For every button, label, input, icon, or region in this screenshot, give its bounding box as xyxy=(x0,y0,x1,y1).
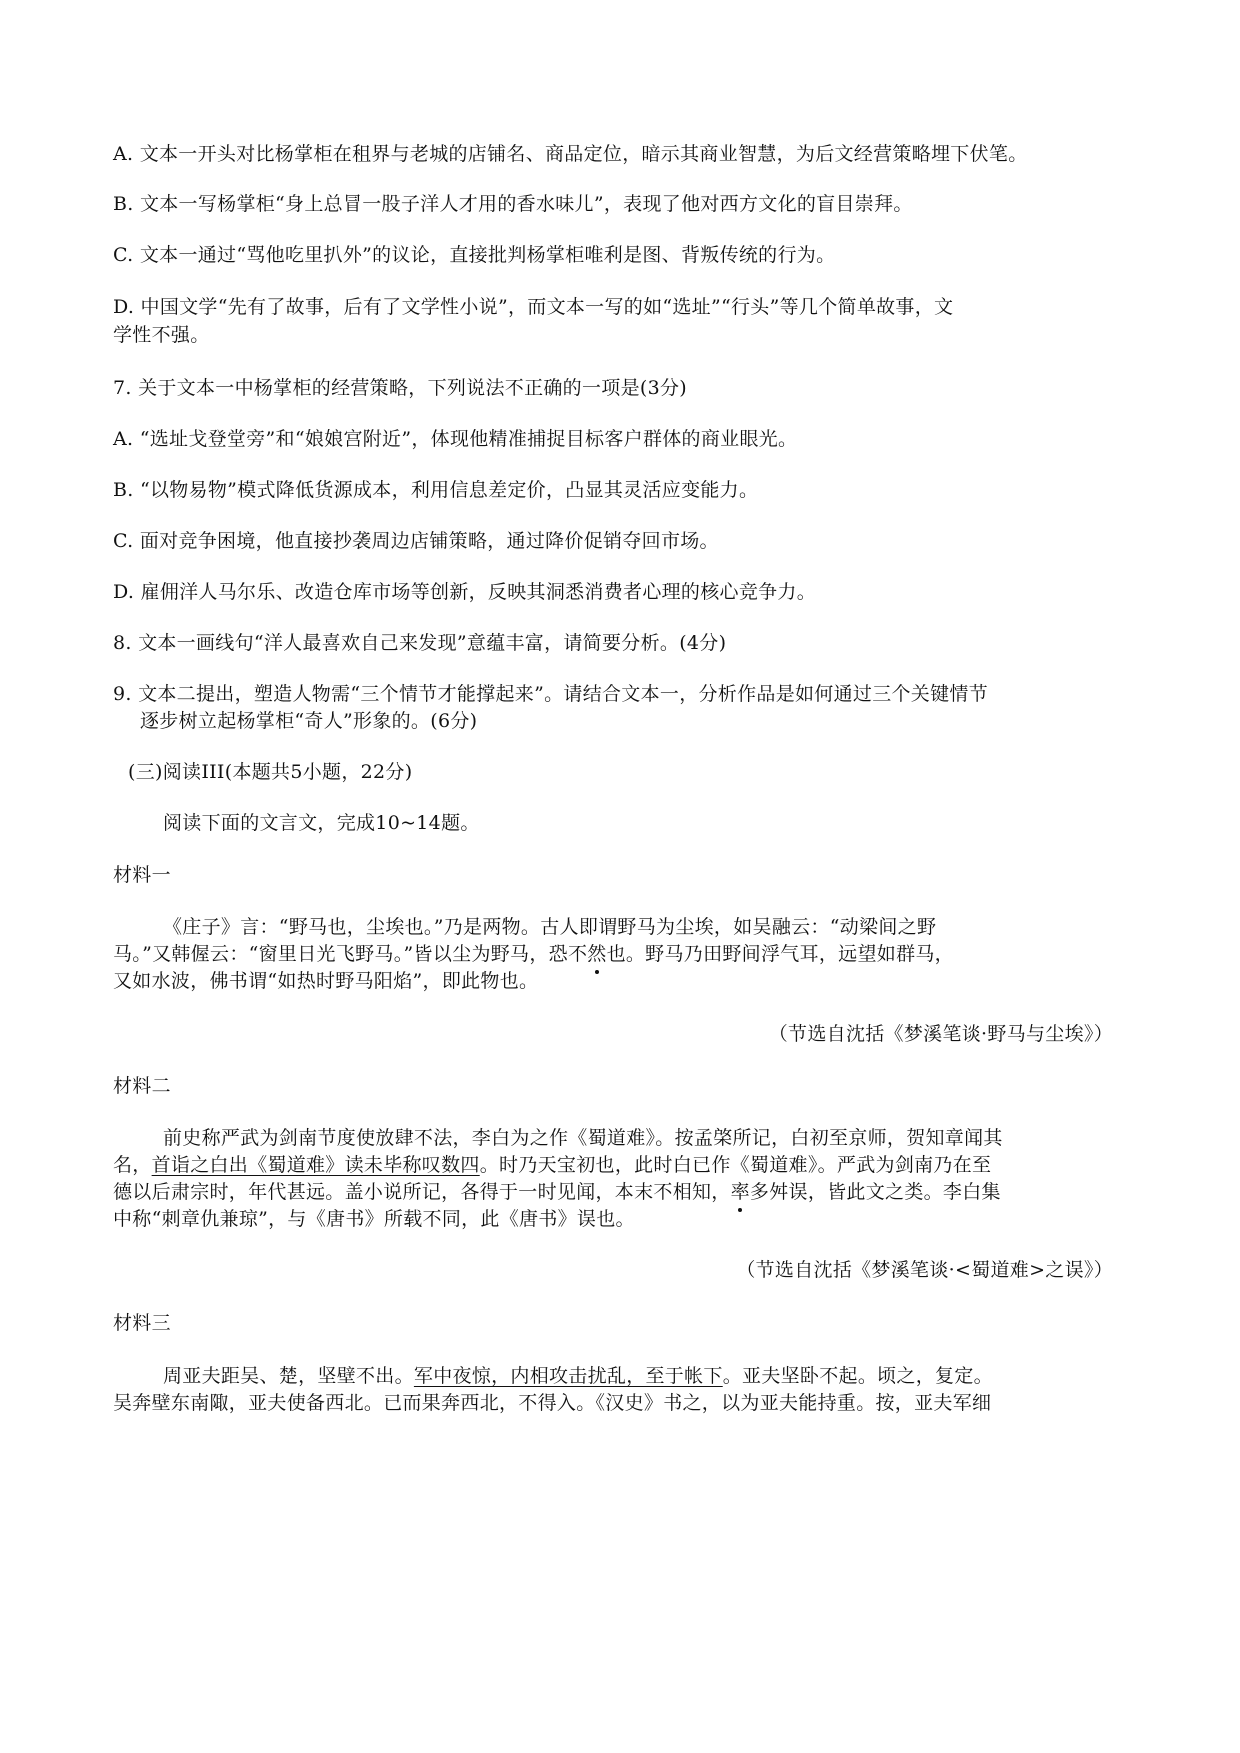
q7-stem: 7. 关于文本一中杨掌柜的经营策略，下列说法不正确的一项是(3分) xyxy=(113,377,687,399)
m2-line3-a: 德以后肃宗时，年代甚远。盖小说所记，各得于一时见闻，本末不相知， xyxy=(113,1181,731,1203)
m1-title: 材料一 xyxy=(113,864,171,886)
m3-line1 xyxy=(163,1361,993,1388)
q6-option-d-line1: D. 中国文学“先有了故事，后有了文学性小说”，而文本一写的如“选址”“行头”等几个简单故事，文 xyxy=(113,296,954,318)
m2-line1: 前史称严武为剑南节度使放肆不法，李白为之作《蜀道难》。按孟棨所记，白初至京师，贺知章闻其 xyxy=(163,1127,1003,1149)
m1-line2 xyxy=(113,939,954,966)
m2-line4: 中称“刺章仇兼琼”，与《唐书》所载不同，此《唐书》误也。 xyxy=(113,1208,635,1230)
q9-stem-line2: 逐步树立起杨掌柜“奇人”形象的。(6分) xyxy=(140,710,478,732)
m1-source: （节选自沈括《梦溪笔谈·野马与尘埃》） xyxy=(768,1023,1113,1045)
emphasized-char-lv: 率 xyxy=(730,1181,750,1203)
q6-option-b: B. 文本一写杨掌柜“身上总冒一股子洋人才用的香水味儿”，表现了他对西方文化的盲目崇拜。 xyxy=(113,193,913,215)
q7-option-c: C. 面对竞争困境，他直接抄袭周边店铺策略，通过降价促销夺回市场。 xyxy=(113,530,719,552)
m1-line1: 《庄子》言：“野马也，尘埃也。”乃是两物。古人即谓野马为尘埃，如吴融云：“动梁间之野 xyxy=(163,916,937,938)
m1-line2-a: 马。”又韩偓云：“窗里日光飞野马。”皆以尘为野马，恐不 xyxy=(113,943,588,965)
q6-option-a: A. 文本一开头对比杨掌柜在租界与老城的店铺名、商品定位，暗示其商业智慧，为后文经营策略埋下伏笔。 xyxy=(113,143,1028,165)
m2-line3 xyxy=(113,1177,1001,1204)
m2-line2 xyxy=(113,1150,991,1177)
m3-line1-b: 。亚夫坚卧不起。顷之，复定。 xyxy=(722,1365,993,1387)
m3-line1-a: 周亚夫距吴、楚，坚壁不出。 xyxy=(163,1365,414,1387)
m2-source: （节选自沈括《梦溪笔谈·<蜀道难>之误》） xyxy=(736,1259,1113,1281)
m2-line3-b: 多舛误，皆此文之类。李白集 xyxy=(749,1181,1001,1203)
q8-stem: 8. 文本一画线句“洋人最喜欢自己来发现”意蕴丰富，请简要分析。(4分) xyxy=(113,632,727,654)
q6-option-d-line2: 学性不强。 xyxy=(113,324,210,346)
m2-title: 材料二 xyxy=(113,1075,171,1097)
underlined-sentence: 首诣之白出《蜀道难》读未毕称叹数四 xyxy=(151,1154,480,1176)
section3-heading: (三)阅读III(本题共5小题，22分) xyxy=(128,761,413,783)
emphasized-char-ran: 然 xyxy=(587,943,607,965)
q9-stem-line1: 9. 文本二提出，塑造人物需“三个情节才能撑起来”。请结合文本一，分析作品是如何通过三个关键情节 xyxy=(113,683,988,705)
q7-option-d: D. 雇佣洋人马尔乐、改造仓库市场等创新，反映其洞悉消费者心理的核心竞争力。 xyxy=(113,581,817,603)
section3-intro: 阅读下面的文言文，完成10~14题。 xyxy=(163,812,480,834)
q7-option-a: A. “选址戈登堂旁”和“娘娘宫附近”，体现他精准捕捉目标客户群体的商业眼光。 xyxy=(113,428,798,450)
m2-line2-b: 。时乃天宝初也，此时白已作《蜀道难》。严武为剑南乃在至 xyxy=(479,1154,992,1176)
underlined-sentence: 军中夜惊，内相攻击扰乱，至于帐下 xyxy=(413,1365,723,1387)
m1-line2-b: 也。野马乃田野间浮气耳，远望如群马， xyxy=(606,943,954,965)
q7-option-b: B. “以物易物”模式降低货源成本，利用信息差定价，凸显其灵活应变能力。 xyxy=(113,479,759,501)
m3-line2: 吴奔壁东南陬，亚夫使备西北。已而果奔西北，不得入。《汉史》书之，以为亚夫能持重。按，亚夫军细 xyxy=(113,1392,992,1414)
m3-title: 材料三 xyxy=(113,1312,171,1334)
q6-option-c: C. 文本一通过“骂他吃里扒外”的议论，直接批判杨掌柜唯利是图、背叛传统的行为。 xyxy=(113,244,836,266)
m2-line2-a: 名， xyxy=(113,1154,152,1176)
m1-line3: 又如水波，佛书谓“如热时野马阳焰”，即此物也。 xyxy=(113,970,539,992)
